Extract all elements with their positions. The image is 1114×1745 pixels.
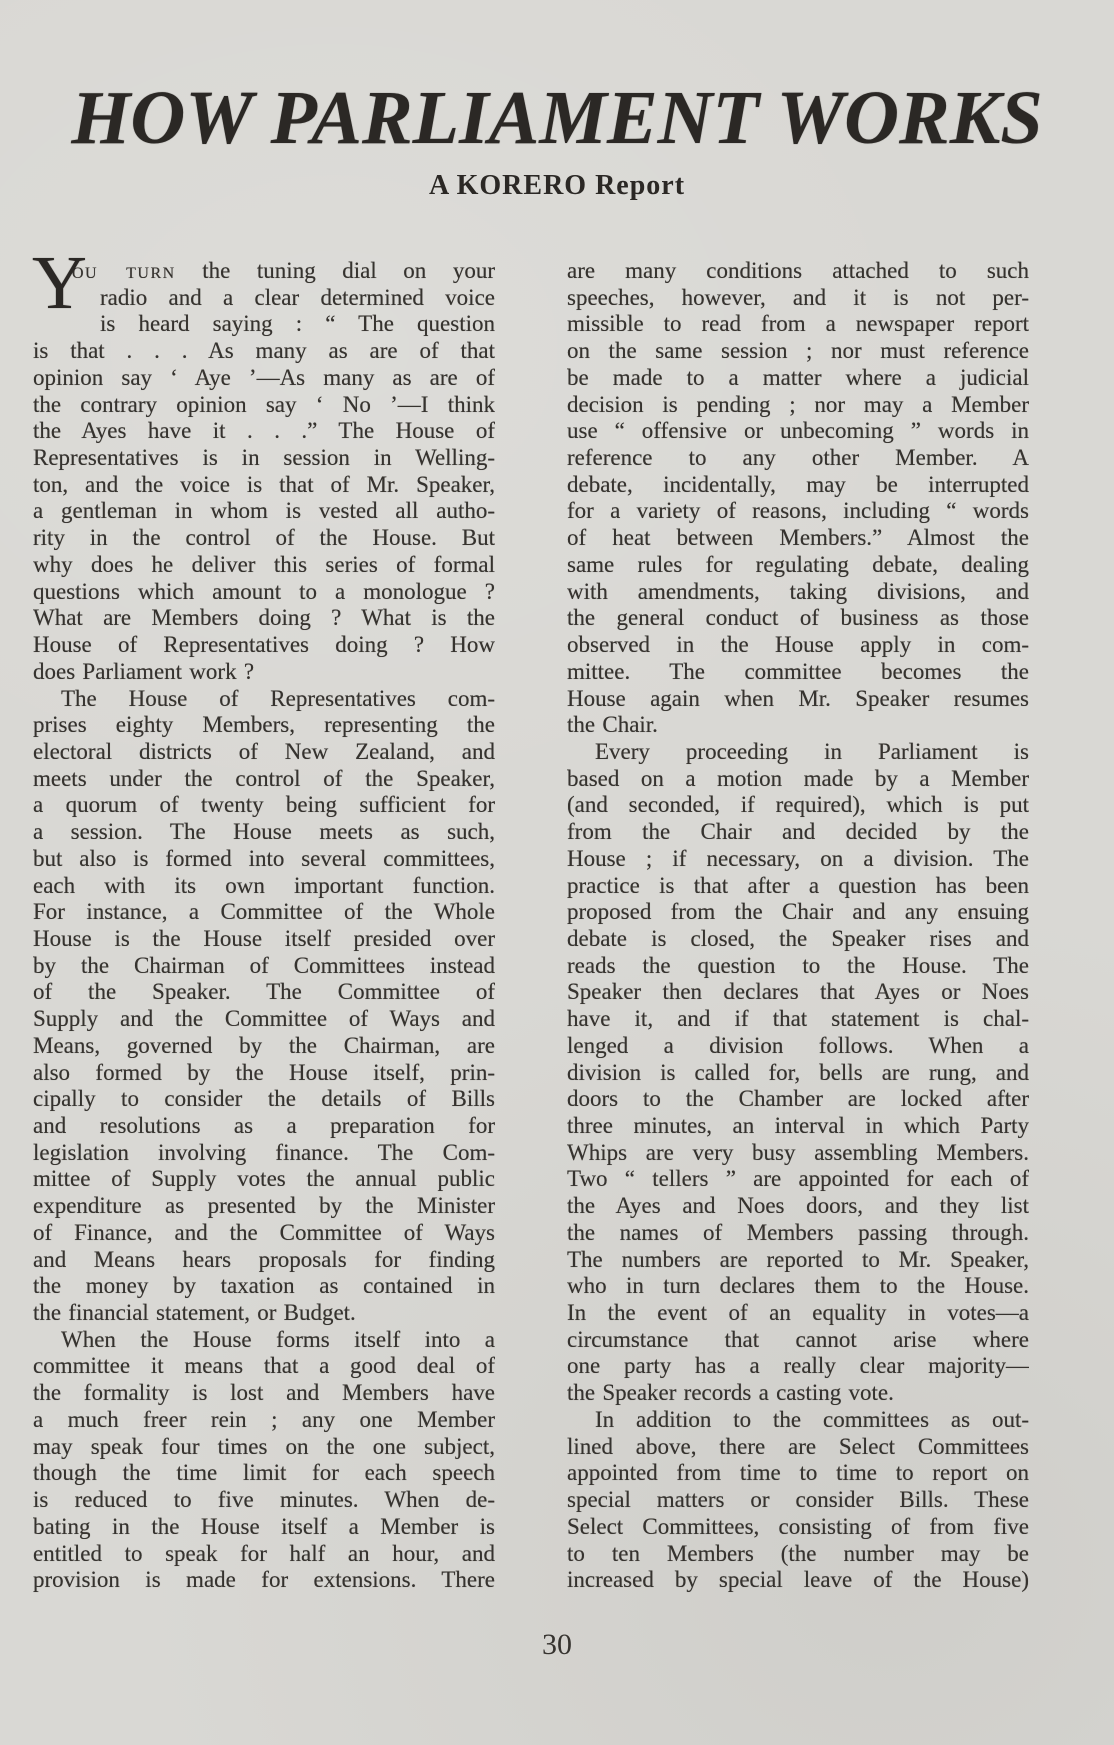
text-line: and resolutions as a preparation for [33,1113,495,1138]
text-line: questions which amount to a monologue ? [33,578,495,604]
text-line: debate is closed, the Speaker rises and [567,925,1029,951]
text-line: a session. The House meets as such, [33,819,495,845]
text-line: but also is formed into several committees, [33,845,495,871]
text-line: committee it means that a good deal of [33,1353,495,1379]
text-line: opinion say ‘ Aye ’—As many as are of [33,364,495,390]
text-line: Every proceeding in Parliament is [595,738,1029,764]
text-line: use “ offensive or unbecoming ” words in [567,418,1029,444]
text-line: for a variety of reasons, including “ words [567,498,1029,524]
text-line: entitled to speak for half an hour, and [33,1540,495,1566]
text-line: three minutes, an interval in which Party [567,1113,1029,1138]
text-line: of heat between Members.” Almost the [567,525,1029,551]
text-line: What are Members doing ? What is the [33,605,495,631]
text-line: though the time limit for each speech [33,1460,495,1486]
text-line: increased by special leave of the House) [567,1567,1029,1593]
text-line: from the Chair and decided by the [567,819,1029,845]
text-line: why does he deliver this series of formal [33,551,495,577]
text-line: is reduced to five minutes. When de- [33,1487,495,1513]
text-line: the Ayes and Noes doors, and they list [567,1193,1029,1219]
text-line: a much freer rein ; any one Member [33,1406,495,1432]
text-line: each with its own important function. [33,872,495,898]
text-line: the financial statement, or Budget. [33,1300,356,1326]
text-line: Supply and the Committee of Ways and [33,1006,495,1032]
text-line: of Finance, and the Committee of Ways [33,1219,495,1245]
text-line: may speak four times on the one subject, [33,1433,495,1459]
text-line: on the same session ; nor must reference [567,338,1029,364]
text-line: House ; if necessary, on a division. The [567,845,1029,871]
text-line: the Ayes have it . . .” The House of [33,418,495,444]
text-line: reference to any other Member. A [567,445,1029,471]
text-line: be made to a matter where a judicial [567,364,1029,390]
text-line: and Means hears proposals for finding [33,1246,495,1272]
text-line: provision is made for extensions. There [33,1567,495,1593]
text-line: (and seconded, if required), which is put [567,792,1029,818]
text-line: radio and a clear determined voice [100,284,495,310]
text-line: the general conduct of business as those [567,605,1029,631]
text-line: is that . . . As many as are of that [33,338,495,364]
text-line: observed in the House apply in com- [567,632,1029,658]
text-line: appointed from time to time to report on [567,1460,1029,1486]
text-line: Representatives is in session in Welling- [33,445,495,471]
text-line: also formed by the House itself, prin- [33,1059,495,1085]
text-line: meets under the control of the Speaker, [33,765,495,791]
text-line: ton, and the voice is that of Mr. Speaker, [33,471,495,497]
text-line: doors to the Chamber are locked after [567,1086,1029,1112]
text-line: the money by taxation as contained in [33,1273,495,1299]
text-line: of the Speaker. The Committee of [33,979,495,1005]
page-title: HOW PARLIAMENT WORKS [71,76,1043,160]
text-line: lined above, there are Select Committees [567,1433,1029,1459]
text-line: same rules for regulating debate, dealing [567,551,1029,577]
text-line: The numbers are reported to Mr. Speaker, [567,1246,1029,1272]
text-line: missible to read from a newspaper report [567,311,1029,337]
text-line: Two “ tellers ” are appointed for each of [567,1166,1029,1192]
text-line: debate, incidentally, may be interrupted [567,471,1029,497]
text-line: decision is pending ; nor may a Member [567,391,1029,417]
text-line: electoral districts of New Zealand, and [33,738,495,764]
text-line: the Chair. [567,712,658,738]
text-line: rity in the control of the House. But [33,525,495,551]
text-line: House is the House itself presided over [33,925,495,951]
text-line: division is called for, bells are rung, and [567,1059,1029,1085]
text-line: have it, and if that statement is chal- [567,1006,1029,1032]
text-line: ou turn the tuning dial on your [72,258,495,283]
text-line: a quorum of twenty being sufficient for [33,792,495,818]
page-number: 30 [542,1628,572,1661]
right-column [567,258,1029,1594]
text-line: When the House forms itself into a [61,1326,495,1352]
text-line: one party has a really clear majority— [567,1353,1029,1379]
text-line: In addition to the committees as out- [595,1406,1029,1432]
article-body [32,241,1029,1594]
page-subtitle: A KORERO Report [428,170,686,201]
text-line: who in turn declares them to the House. [567,1273,1029,1299]
text-line: For instance, a Committee of the Whole [33,899,495,925]
text-line: House of Representatives doing ? How [33,632,495,658]
text-line: House again when Mr. Speaker resumes [567,685,1029,711]
text-line: legislation involving finance. The Com- [33,1139,495,1165]
text-line: to ten Members (the number may be [567,1540,1029,1566]
text-line: Means, governed by the Chairman, are [33,1032,495,1058]
text-line: based on a motion made by a Member [567,765,1029,791]
text-line: In the event of an equality in votes—a [567,1300,1029,1326]
small-caps-lead: ou turn [72,258,176,283]
text-line: reads the question to the House. The [567,952,1029,978]
text-line: The House of Representatives com- [61,685,495,711]
text-line: by the Chairman of Committees instead [33,952,495,978]
text-line: prises eighty Members, representing the [33,712,495,738]
text-line: practice is that after a question has been [567,872,1029,898]
text-line: proposed from the Chair and any ensuing [567,899,1029,925]
text-line: circumstance that cannot arise where [567,1326,1029,1352]
text-line: is heard saying : “ The question [100,311,495,337]
left-column [32,241,495,1594]
text-line: a gentleman in whom is vested all autho- [33,498,495,524]
text-line: the contrary opinion say ‘ No ’—I think [33,391,495,417]
text-line: bating in the House itself a Member is [33,1513,495,1539]
text-line: does Parliament work ? [33,658,255,684]
text-line: Whips are very busy assembling Members. [567,1139,1029,1165]
text-line: mittee of Supply votes the annual public [33,1166,495,1192]
text-line: special matters or consider Bills. These [567,1487,1029,1513]
text-line: cipally to consider the details of Bills [33,1086,495,1112]
text-line: lenged a division follows. When a [567,1032,1029,1058]
text-line: are many conditions attached to such [567,258,1029,283]
text-line: Speaker then declares that Ayes or Noes [567,979,1029,1005]
text-line: expenditure as presented by the Minister [33,1193,495,1219]
text-line: mittee. The committee becomes the [567,658,1029,684]
text-line: the formality is lost and Members have [33,1380,495,1406]
text-line: the Speaker records a casting vote. [567,1380,894,1406]
drop-cap: Y [32,241,87,325]
text-line: with amendments, taking divisions, and [567,578,1029,604]
text-line: speeches, however, and it is not per- [567,284,1029,310]
text-line: the names of Members passing through. [567,1219,1029,1245]
text-line: Select Committees, consisting of from five [567,1513,1029,1539]
